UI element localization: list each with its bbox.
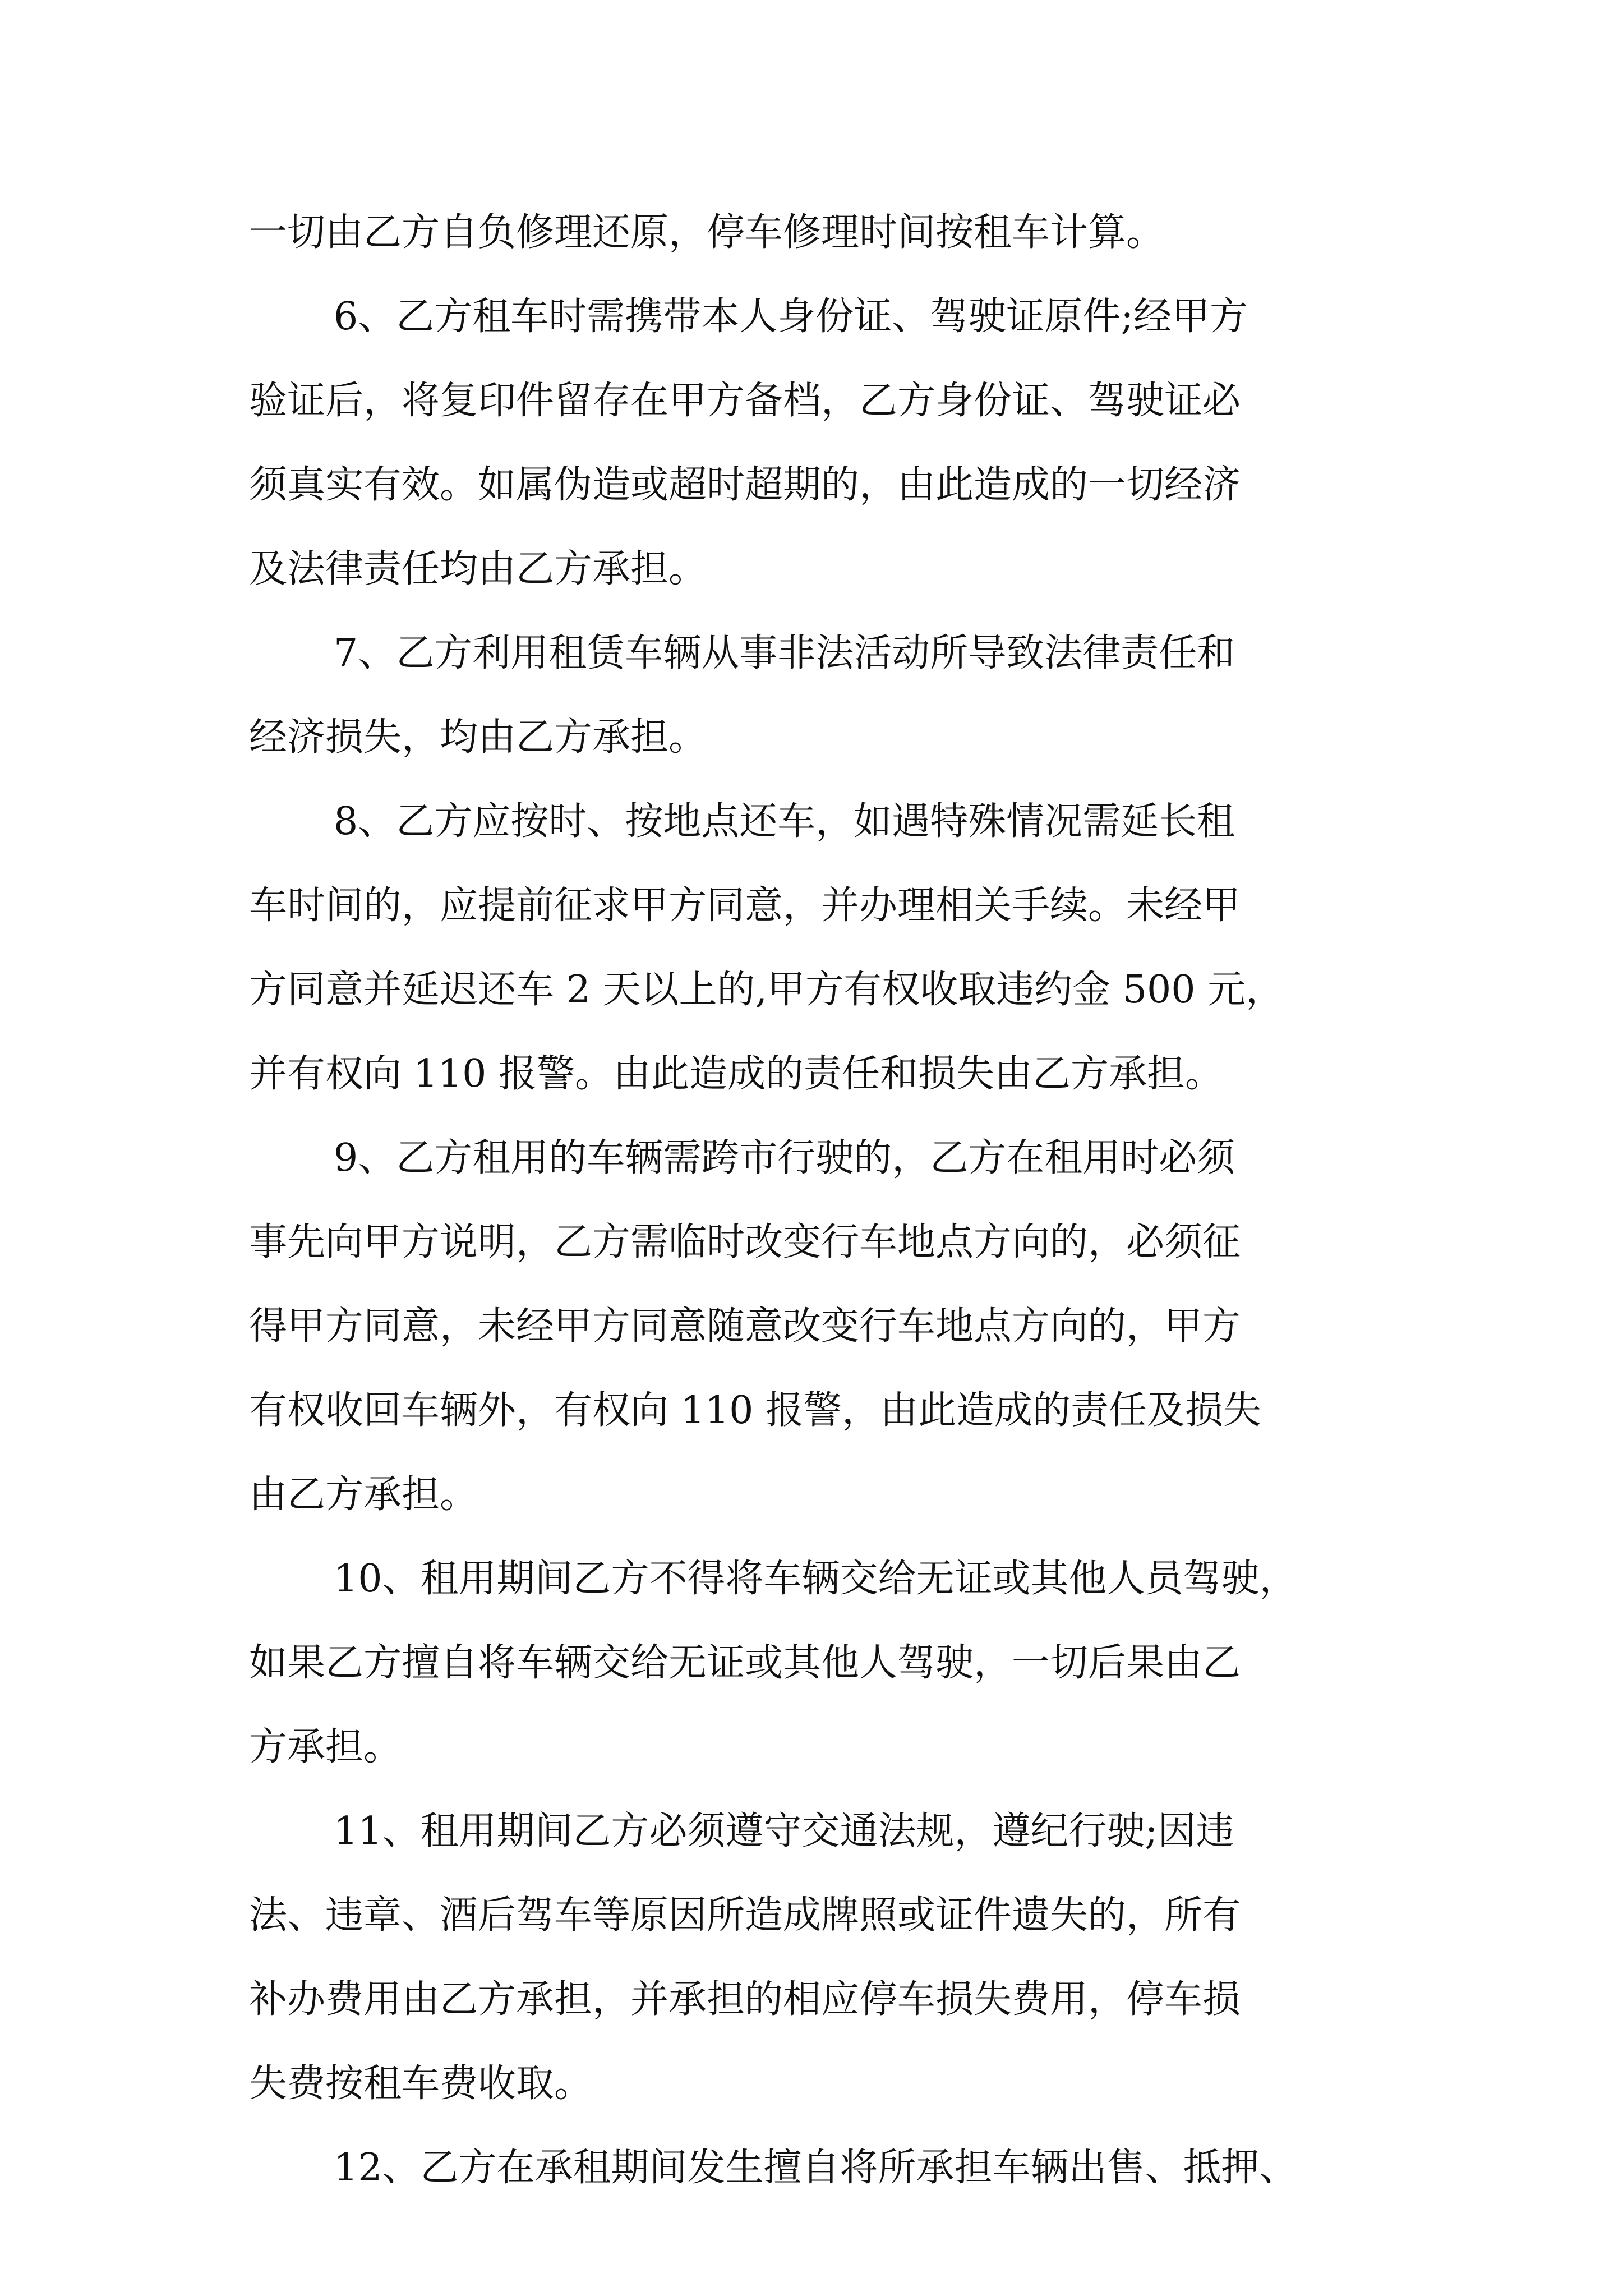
text-line: 须真实有效。如属伪造或超时超期的，由此造成的一切经济 — [249, 463, 1241, 507]
text-line: 12、乙方在承租期间发生擅自将所承担车辆出售、抵押、 — [334, 2146, 1298, 2190]
text-line: 一切由乙方自负修理还原，停车修理时间按租车计算。 — [249, 210, 1165, 255]
text-line: 方承担。 — [249, 1725, 402, 1769]
text-line: 及法律责任均由乙方承担。 — [249, 547, 707, 591]
text-line: 补办费用由乙方承担，并承担的相应停车损失费用，停车损 — [249, 1977, 1241, 2022]
text-line: 有权收回车辆外，有权向 110 报警，由此造成的责任及损失 — [249, 1388, 1262, 1433]
text-line: 得甲方同意，未经甲方同意随意改变行车地点方向的，甲方 — [249, 1304, 1241, 1349]
text-line: 6、乙方租车时需携带本人身份证、驾驶证原件;经甲方 — [334, 295, 1248, 339]
text-line: 法、违章、酒后驾车等原因所造成牌照或证件遗失的，所有 — [249, 1893, 1241, 1938]
text-line: 10、租用期间乙方不得将车辆交给无证或其他人员驾驶， — [334, 1557, 1298, 1601]
text-line: 由乙方承担。 — [249, 1473, 478, 1517]
text-line: 经济损失，均由乙方承担。 — [249, 715, 707, 760]
text-line: 车时间的，应提前征求甲方同意，并办理相关手续。未经甲 — [249, 884, 1241, 928]
text-line: 事先向甲方说明，乙方需临时改变行车地点方向的，必须征 — [249, 1220, 1241, 1264]
text-line: 失费按租车费收取。 — [249, 2062, 593, 2106]
text-line: 如果乙方擅自将车辆交给无证或其他人驾驶，一切后果由乙 — [249, 1641, 1241, 1685]
text-line: 并有权向 110 报警。由此造成的责任和损失由乙方承担。 — [249, 1052, 1224, 1096]
text-line: 验证后，将复印件留存在甲方备档，乙方身份证、驾驶证必 — [249, 379, 1241, 423]
text-line: 8、乙方应按时、按地点还车，如遇特殊情况需延长租 — [334, 799, 1235, 844]
text-line: 方同意并延迟还车 2 天以上的,甲方有权收取违约金 500 元， — [249, 968, 1284, 1012]
text-line: 7、乙方利用租赁车辆从事非法活动所导致法律责任和 — [334, 631, 1235, 675]
text-line: 9、乙方租用的车辆需跨市行驶的，乙方在租用时必须 — [334, 1136, 1235, 1180]
text-line: 11、租用期间乙方必须遵守交通法规，遵纪行驶;因违 — [334, 1809, 1234, 1853]
